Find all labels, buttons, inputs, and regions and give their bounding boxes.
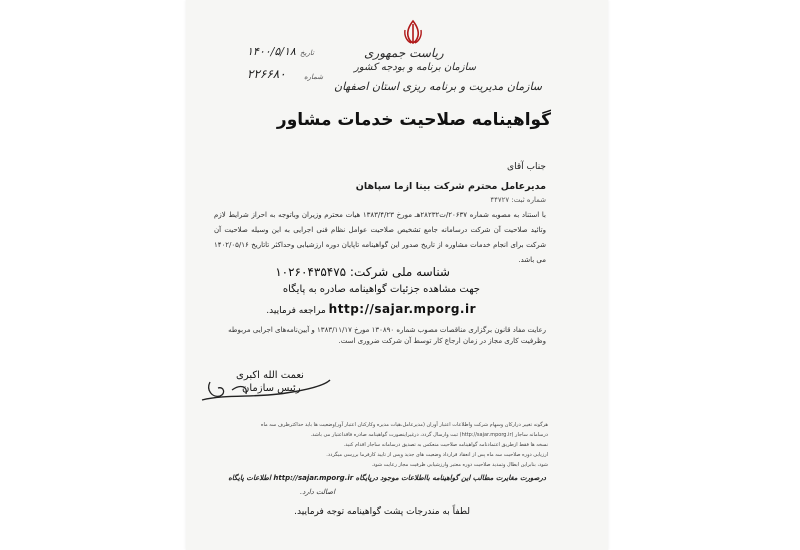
- national-emblem-icon: [401, 18, 425, 46]
- certificate-body-text: با استناد به مصوبه شماره ۲۰۶۳۷/ت۲۸۲۳۲هـ مورخ ۱۳۸۳/۴/۲۳ هیات محترم وزیران وباتوجه به احراز شرایط لازم وتائید صلاحیت آن شرکت درسامانه جامع تشخیص صلاحیت عوامل نظام فنی اجرایی به این وسیله صلاحیت آن شرکت برای انجام خدمات مشاوره از تاریخ صدور این گواهینامه تاپایان دوره ارزشیابی وحداکثر تاتاریخ ۱۴۰۲/۰۵/۱۶ می باشد.: [214, 211, 546, 264]
- number-value: ۲۲۶۶۸۰: [247, 67, 286, 81]
- sajar-link[interactable]: http://sajar.mporg.ir: [328, 302, 476, 316]
- info-bar: [226, 474, 546, 482]
- authenticity-note: اصالت دارد.: [300, 488, 336, 496]
- info-bar-suffix: اطلاعات پایگاه: [228, 474, 271, 482]
- number-label: شماره: [304, 73, 324, 81]
- footnote-line: ارزیابی دوره صلاحیت سه ماه پس از انعقاد قرارداد وضعیت های جدید وپس از تایید کارفرما بررسی میگردد.: [326, 452, 548, 458]
- footnote-line: نسخه ها فقط ازطریق اعتمادنامه گواهینامه صلاحیت منعکس به تصدیق درسامانه ساجار اقدام کنید.: [343, 442, 548, 448]
- national-id: شناسه ملی شرکت: ۱۰۲۶۰۴۳۵۴۷۵: [275, 265, 450, 279]
- signatory-title: رئیس سازمان: [242, 383, 301, 394]
- header-isfahan-org: سازمان مدیریت و برنامه ریزی استان اصفهان: [334, 80, 543, 93]
- header-plan-budget-org: سازمان برنامه و بودجه کشور: [354, 62, 477, 73]
- signatory-name: نعمت الله اکبری: [236, 370, 304, 381]
- view-details-text: جهت مشاهده جزئیات گواهینامه صادره به پایگاه: [282, 284, 480, 295]
- recipient-line: مدیرعامل محترم شرکت بینا ازما سپاهان: [355, 181, 546, 192]
- info-bar-prefix: درصورت مغایرت مطالب این گواهینامه بااطلاعات موجود درپایگاه: [355, 474, 546, 482]
- refer-suffix: مراجعه فرمایید.: [266, 306, 326, 316]
- date-label: تاریخ: [300, 49, 314, 57]
- salutation: جناب آقای: [507, 162, 546, 172]
- footnote-line: درسامانه ساجار (http://sajar.mporg.ir) ثبت وارسال گردد، درغیراینصورت گواهینامه صادره فاقداعتبار می باشد.: [310, 432, 548, 438]
- registration-number: شماره ثبت: ۴۴۷۲۷: [490, 196, 546, 204]
- tender-law-note: رعایت مفاد قانون برگزاری مناقصات مصوب شماره ۱۳۰۸۹۰ مورخ ۱۳۸۳/۱۱/۱۷ و آیین‌نامه‌های اجرایی مربوطه وظرفیت کاری مجاز در زمان ارجاع کار توسط آن شرکت ضروری است.: [228, 326, 546, 345]
- footnote-line: هرگونه تغییر درارکان وسهام شرکت واطلاعات اعتبار آوران (مدیرعامل،هیات مدیره وکارکنان اعتبار آور)وضعیت ها باید حداکثرظرف سه ماه: [260, 422, 548, 428]
- date-value: ۱۴۰۰/۵/۱۸: [247, 45, 296, 58]
- back-side-note: لطفاً به مندرجات پشت گواهینامه توجه فرمایید.: [294, 507, 470, 517]
- certificate-title: گواهینامه صلاحیت خدمات مشاور: [276, 110, 552, 130]
- info-bar-link[interactable]: http://sajar.mporg.ir: [273, 474, 354, 482]
- footnotes: [202, 420, 548, 470]
- header-presidency: ریاست جمهوری: [364, 46, 444, 60]
- refer-line: [266, 302, 476, 316]
- footnote-line: شود، بنابراین ابطال وتمدید صلاحیت دوره معتبر وارزشیابی ظرفیت مجاز رعایت شود.: [371, 462, 548, 468]
